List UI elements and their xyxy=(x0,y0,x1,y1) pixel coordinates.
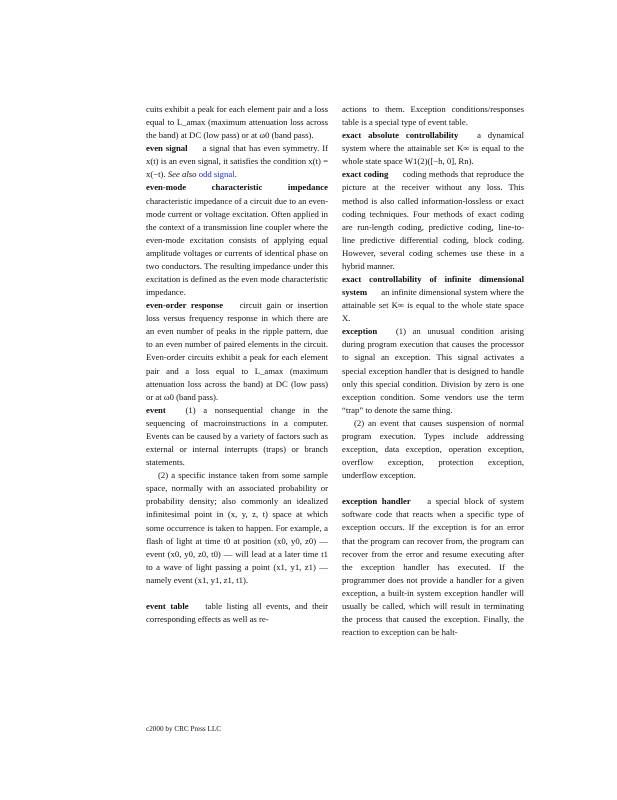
term-even-signal: even signal xyxy=(146,143,188,154)
entry-exact-controllability-infinite xyxy=(342,273,524,325)
term-exact-absolute: exact absolute controllability xyxy=(342,130,459,141)
continued-text: cuits exhibit a peak for each element pair and a loss equal to L_amax (maximum attenuation loss across the band) at DC (low pass) or at ω0 (band pass). xyxy=(146,104,328,141)
def-exception-handler: a special block of system software code that reacts when a specific type of exception occurs. If the exception is for an error that the program can recover from, the program can recover from the error and resume executing after the exception handler has executed. If the programmer does not provide a handler for a given exception, a built-in system exception handler will usually be called, which will result in terminating the process that caused the exception. Finally, the reaction to exception can be halt- xyxy=(342,496,524,638)
def-event-2: (2) a specific instance taken from some sample space, normally with an associated probability or probability density; also commonly an idealized infinitesimal point in (x, y, z, t) space at which some occurrence is taken to happen. For example, a flash of light at time t0 at position (x0, y0, z0) — event (x0, y0, z0, t0) — will lead at a later time t1 to a wave of light passing a point (x1, y1, z1) — namely event (x1, y1, z1, t1). xyxy=(146,470,328,585)
entry-exception-handler xyxy=(342,495,524,639)
def-even-signal: a signal that has even symmetry. If x(t) is an even signal, it satisfies the condition x(t) = x(−t). xyxy=(146,143,328,180)
entry-exception xyxy=(342,325,524,482)
term-exception: exception xyxy=(342,326,378,337)
def-exact-absolute: a dynamical system where the attainable set K∞ is equal to the whole state space W1(2)([−h, 0], Rn). xyxy=(342,130,524,167)
term-exception-handler: exception handler xyxy=(342,496,411,507)
link-odd-signal[interactable]: odd signal xyxy=(198,169,235,180)
entry-even-mode-impedance xyxy=(146,181,328,299)
see-also-label: See also xyxy=(167,169,197,180)
def-even-mode: characteristic impedance of a circuit due to an even-mode current or voltage excitation. Often applied in the context of a transmission line coupler where the even-mode excitation consists of applying equal amplitude voltages or currents of identical phase on two conductors. The resulting impedance under this excitation is defined as the even mode characteristic impedance. xyxy=(146,195,328,298)
entry-exact-coding xyxy=(342,168,524,273)
entry-exact-absolute-controllability xyxy=(342,129,524,168)
term-exact-coding: exact coding xyxy=(342,169,389,180)
entry-even-signal xyxy=(146,142,328,181)
continued-text-right: actions to them. Exception conditions/responses table is a special type of event table. xyxy=(342,104,524,128)
def-exception-1: (1) an unusual condition arising during program execution that causes the processor to signal an exception. This signal activates a special exception handler that is designed to handle only this special condition. Division by zero is one exception condition. Some vendors use the term “trap” to denote the same thing. xyxy=(342,326,524,415)
left-column xyxy=(146,103,328,626)
copyright-footer: c2000 by CRC Press LLC xyxy=(146,725,222,733)
period: . xyxy=(234,169,237,180)
def-event-1: (1) a nonsequential change in the sequencing of macroinstructions in a computer. Events can be caused by a variety of factors such as external or internal interrupts (traps) or branch statements. xyxy=(146,404,328,468)
term-even-mode: even-mode characteristic impedance xyxy=(146,182,328,193)
entry-even-order-response xyxy=(146,299,328,404)
entry-event xyxy=(146,404,328,587)
def-even-order: circuit gain or insertion loss versus frequency response in which there are an even number of peaks in the ripple pattern, due to an even number of paired elements in the circuit. Even-order circuits exhibit a peak for each element pair and a loss equal to L_amax (maximum attenuation loss across the band) at DC (low pass) or at ω0 (band pass). xyxy=(146,300,328,402)
entry-event-table xyxy=(146,600,328,626)
right-column xyxy=(342,103,524,639)
def-exact-coding: coding methods that reproduce the picture at the receiver without any loss. This method is also called information-lossless or exact coding techniques. Four methods of exact coding are run-length coding, predictive coding, line-to-line predictive differential coding, block coding. However, several coding schemes use these in a hybrid manner. xyxy=(342,169,524,271)
term-event-table: event table xyxy=(146,600,189,611)
def-exception-2: (2) an event that causes suspension of normal program execution. Types include addressing exception, data exception, operation exception, overflow exception, protection exception, underflow exception. xyxy=(342,417,524,481)
def-event-table: table listing all events, and their corresponding effects as well as re- xyxy=(146,600,329,624)
term-event: event xyxy=(146,404,166,415)
def-exact-ctrl-inf: an infinite dimensional system where the attainable set K∞ is equal to the whole state space X. xyxy=(342,287,524,324)
term-exact-ctrl-inf: exact controllability of infinite dimensional system xyxy=(342,274,524,298)
term-even-order: even-order response xyxy=(146,300,224,311)
